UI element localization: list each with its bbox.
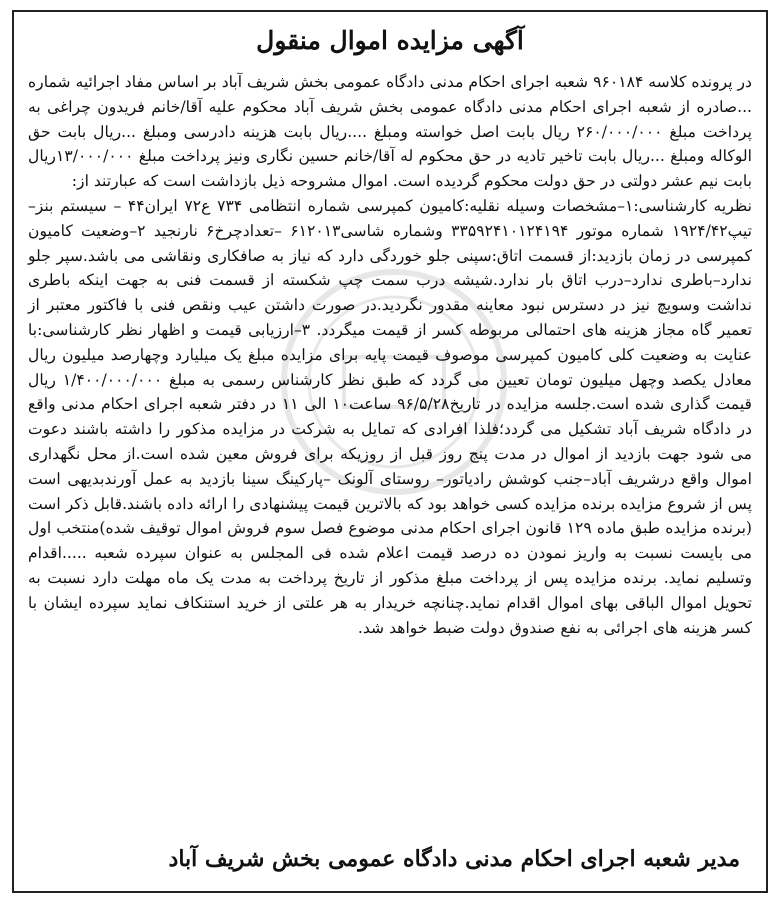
notice-paragraph-intro: در پرونده کلاسه ۹۶۰۱۸۴ شعبه اجرای احکام مدنی دادگاه عمومی بخش شریف آباد بر اساس مفاد اجرائیه شماره ...صادره از شعبه اجرای احکام مدنی دادگاه عمومی بخش شریف آباد محکوم علیه آقا/خانم فریدون چراغی به پرداخت مبلغ ۲۶۰/۰۰۰/۰۰۰ ریال بابت اصل خواسته ومبلغ ....ریال بابت هزینه دادرسی ومبلغ ...ریال بابت حق الوکاله ومبلغ ...ریال بابت تاخیر تادیه در حق محکوم له آقا/خانم حسین نگاری ونیز پرداخت مبلغ ۱۳/۰۰۰/۰۰۰ریال بابت نیم عشر دولتی در حق دولت محکوم گردیده است. اموال مشروحه ذیل بازداشت است که عبارتند از: [28,73,752,191]
notice-signature: مدیر شعبه اجرای احکام مدنی دادگاه عمومی بخش شریف آباد [168,846,740,872]
notice-body [28,70,752,640]
notice-paragraph-details: نظریه کارشناسی:۱–مشخصات وسیله نقلیه:کامیون کمپرسی شماره انتظامی ۷۳۴ ع۷۲ ایران۴۴ – سیستم بنز–تیپ۱۹۲۴/۴۲ شماره موتور ۳۳۵۹۲۴۱۰۱۲۴۱۹۴ وشماره شاسی۶۱۲۰۱۳ –تعدادچرخ۶ نارنجید ۲–وضعیت کامیون کمپرسی در زمان بازدید:از قسمت اتاق:سپنی جلو خوردگی دارد که نیاز به صافکاری ونقاشی می باشد.سپر جلو ندارد–باطری ندارد–درب اتاق بار ندارد.شیشه درب سمت چپ شکسته از قسمت فنی به جهت اینکه باطری نداشت وسویچ نیز در دسترس نبود معاینه مقدور نگردید.در صورت داشتن عیب ونقص فنی با فاکتور معتبر از تعمیر گاه مجاز هزینه های احتمالی مربوطه کسر از قیمت میگردد. ۳–ارزیابی قیمت و اظهار نظر کارشناسی:با عنایت به وضعیت کلی کامیون کمپرسی موصوف قیمت پایه برای مزایده مبلغ یک میلیارد وچهارصد میلیون ریال معادل یکصد وچهل میلیون تومان تعیین می گردد که طبق نظر کارشناس رسمی به مبلغ ۱/۴۰۰/۰۰۰/۰۰۰ ریال قیمت گذاری شده است.جلسه مزایده در تاریخ۹۶/۵/۲۸ ساعت۱۰ الی ۱۱ در دفتر شعبه اجرای احکام مدنی واقع در دادگاه شریف آباد تشکیل می گردد؛فلذا افرادی که تمایل به شرکت در مزایده مذکور را داشته باشند دعوت می شود جهت بازدید از اموال در مدت پنج روز قبل از روزیکه برای فروش معین شده است.از محل نگهداری اموال واقع درشریف آباد–جنب کوشش رادیاتور– روستای آلونک –پارکینگ سینا بازدید به عمل آورندبدیهی است پس از شروع مزایده برنده مزایده کسی خواهد بود که بالاترین قیمت پیشنهادی را ارائه داده باشند.قابل ذکر است (برنده مزایده طبق ماده ۱۲۹ قانون اجرای احکام مدنی موضوع فصل سوم فروش اموال توقیف شده)منتخب اول می بایست نسبت به واریز نمودن ده درصد قیمت اعلام شده فی المجلس به عنوان سپرده شعبه .....اقدام وتسلیم نماید. برنده مزایده پس از پرداخت مبلغ مذکور از تاریخ پرداخت به مدت یک ماه مهلت دارد نسبت به تحویل اموال الباقی بهای اموال اقدام نماید.چنانچه خریدار به هر علتی از خرید استنکاف نماید سپرده ایشان با کسر هزینه های اجرائی به نفع صندوق دولت ضبط خواهد شد. [28,196,753,637]
notice-frame [12,10,768,893]
notice-title: آگهی مزایده اموال منقول [256,26,524,55]
